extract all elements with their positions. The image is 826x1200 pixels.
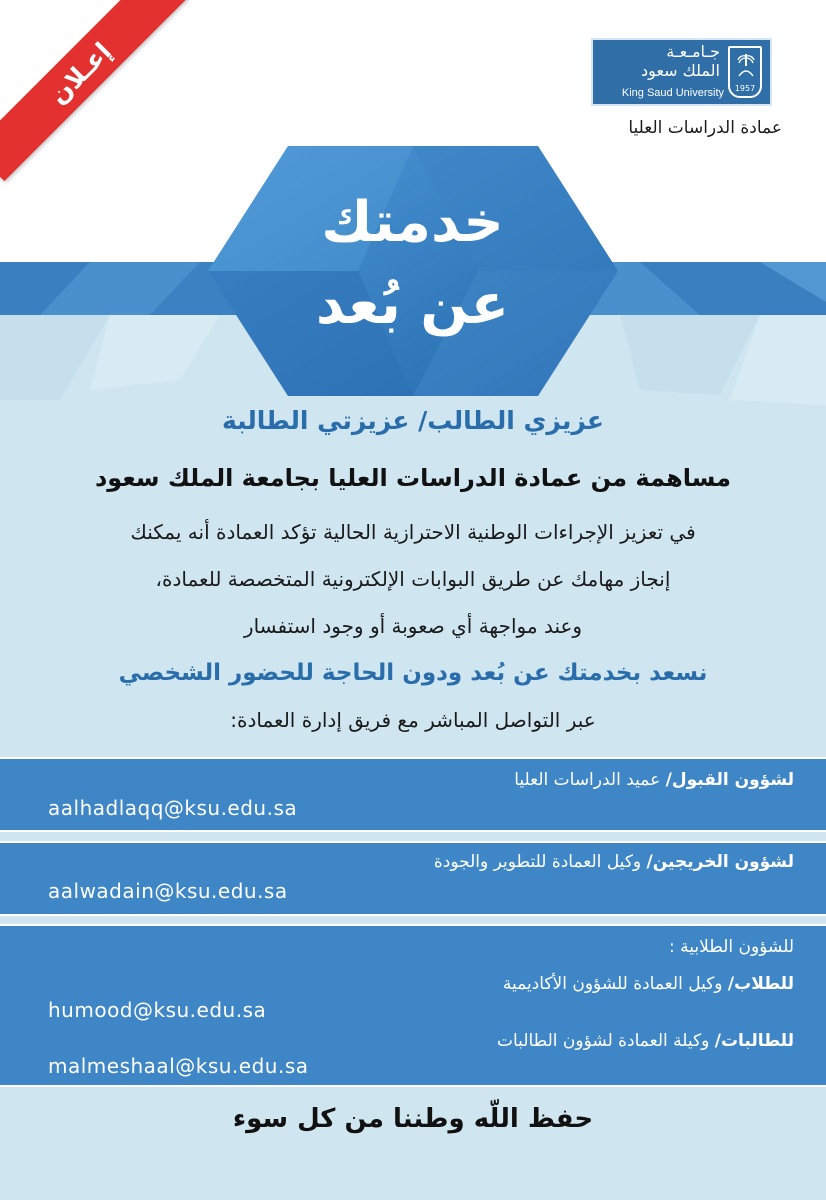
deanship-name: عمادة الدراسات العليا xyxy=(628,118,782,138)
paragraph-line-1: في تعزيز الإجراءات الوطنية الاحترازية الحالية تؤكد العمادة أنه يمكنك xyxy=(130,520,696,544)
admission-role xyxy=(234,769,794,791)
hero-title-line2: عن بُعد xyxy=(315,272,510,337)
ribbon-label: إعـلان xyxy=(43,36,117,110)
female-students-email-link[interactable]: malmeshaal@ksu.edu.sa xyxy=(48,1054,309,1078)
logo-arabic-line1: جـامـعـة xyxy=(666,42,720,61)
graduates-role xyxy=(234,851,794,873)
logo-year: 1957 xyxy=(734,84,756,93)
contact-intro: عبر التواصل المباشر مع فريق إدارة العمادة: xyxy=(230,708,596,732)
admission-email-link[interactable]: aalhadlaqq@ksu.edu.sa xyxy=(48,796,298,820)
paragraph-line-3: وعند مواجهة أي صعوبة أو وجود استفسار xyxy=(243,614,583,638)
paragraph-line-2: إنجاز مهامك عن طريق البوابات الإلكترونية المتخصصة للعمادة، xyxy=(155,567,671,591)
admission-title: عميد الدراسات العليا xyxy=(514,770,661,790)
contact-card-graduates xyxy=(0,841,826,916)
admission-label: لشؤون القبول/ xyxy=(665,770,794,790)
female-students-role xyxy=(234,1030,794,1052)
logo-english-name: King Saud University xyxy=(621,87,724,99)
female-students-title: وكيلة العمادة لشؤون الطالبات xyxy=(497,1031,710,1051)
highlight-statement: نسعد بخدمتك عن بُعد ودون الحاجة للحضور الشخصي xyxy=(118,660,708,686)
contact-card-student-affairs xyxy=(0,924,826,1087)
greeting: عزيزي الطالب/ عزيزتي الطالبة xyxy=(222,406,604,435)
contact-card-admission xyxy=(0,757,826,832)
male-students-label: للطلاب/ xyxy=(727,974,794,994)
hero-title-line1: خدمتك xyxy=(321,190,504,255)
female-students-label: للطالبات/ xyxy=(714,1031,794,1051)
graduates-label: لشؤون الخريجين/ xyxy=(646,852,794,872)
logo-arabic-line2: الملك سعود xyxy=(641,61,720,80)
closing-prayer: حفظ اللّه وطننا من كل سوء xyxy=(232,1104,594,1134)
graduates-title: وكيل العمادة للتطوير والجودة xyxy=(433,852,642,872)
lead-statement: مساهمة من عمادة الدراسات العليا بجامعة الملك سعود xyxy=(94,464,732,492)
male-students-title: وكيل العمادة للشؤون الأكاديمية xyxy=(502,974,723,994)
graduates-email-link[interactable]: aalwadain@ksu.edu.sa xyxy=(48,879,288,903)
student-affairs-heading: للشؤون الطلابية : xyxy=(669,937,794,957)
male-students-email-link[interactable]: humood@ksu.edu.sa xyxy=(48,998,267,1022)
male-students-role xyxy=(234,973,794,995)
